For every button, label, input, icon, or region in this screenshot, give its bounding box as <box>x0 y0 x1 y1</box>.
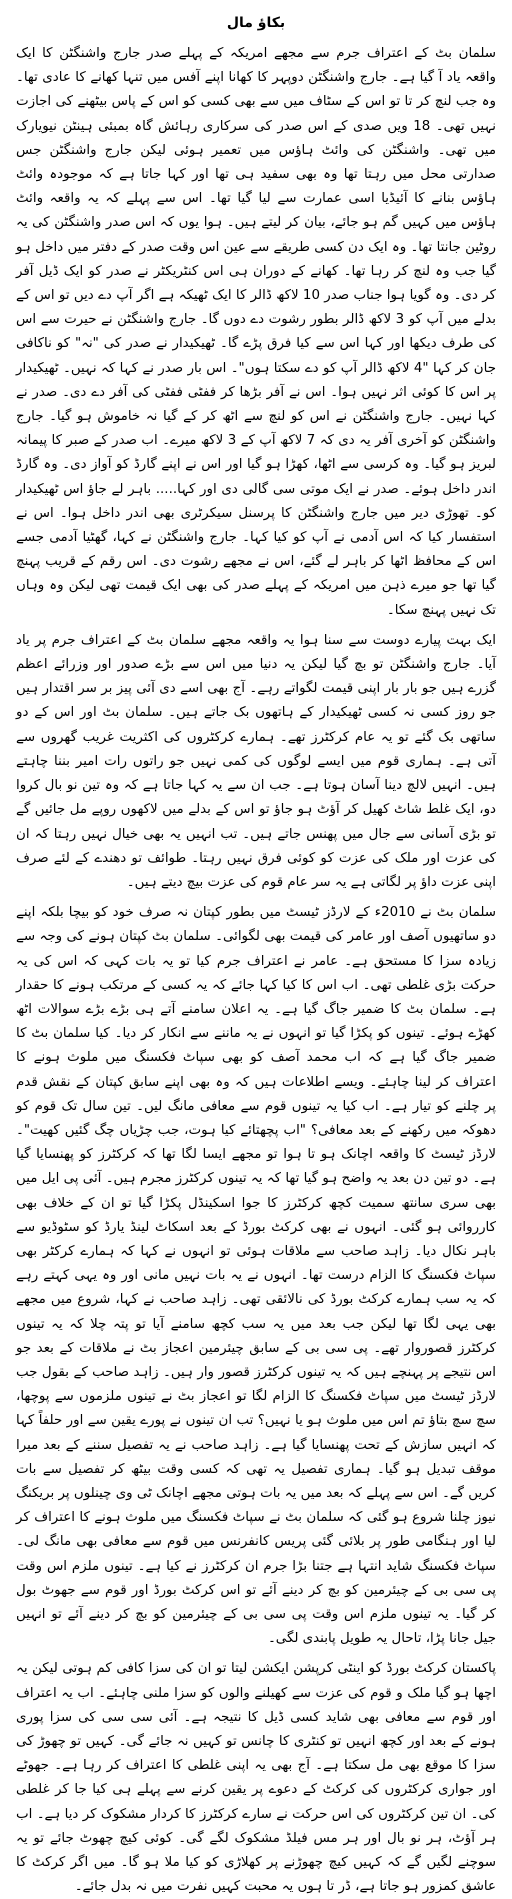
paragraph-2: ایک بہت پیارے دوست سے سنا ہوا یہ واقعہ مجھے سلمان بٹ کے اعتراف جرم پر یاد آیا۔ جارج واشنگٹن تو بچ گیا لیکن یہ دنیا میں اس سے بڑے صدور اور وزرائے اعظم گزرے ہیں جو بار بار اپنی قیمت لگواتے رہے۔ آج بھی اسے دی آئی پیز بر سر اقتدار ہیں جو روز کسی نہ کسی ٹھیکیدار کے ہاتھوں بک جاتے ہیں۔ سلمان بٹ اور اس کے دو ساتھی بک گئے تو یہ عام کرکٹرز تھے۔ ہمارے کرکٹروں کی اکثریت غریب گھروں سے آتی ہے۔ ہماری قوم میں ایسے لوگوں کی کمی نہیں جو راتوں رات امیر بننا چاہتے ہیں۔ انہیں لالچ دینا آسان ہوتا ہے۔ جب ان سے یہ کہا جاتا ہے کہ وہ تین نو بال کروا دو، ایک غلط شاٹ کھیل کر آؤٹ ہو جاؤ تو اس کے بدلے میں لاکھوں روپے مل جائیں گے تو بڑی آسانی سے جال میں پھنس جاتے ہیں۔ تب انہیں یہ بھی خیال نہیں رہتا کہ ان کی عزت اور ملک کی عزت کو کوئی فرق نہیں رہتا۔ طوائف تو دھندے کے لئے صرف اپنی عزت داؤ پر لگاتی ہے یہ سر عام قوم کی عزت بیچ دیتے ہیں۔ <box>16 632 496 890</box>
paragraph-4: پاکستان کرکٹ بورڈ کو اینٹی کرپشن ایکشن لیتا تو ان کی سزا کافی کم ہوتی لیکن یہ اچھا ہو گیا ملک و قوم کی عزت سے کھیلنے والوں کو سزا ملنی چاہئے۔ اب یہ اعتراف اور قوم سے معافی بھی شاید کسی ڈیل کا نتیجہ ہے۔ آئی سی سی کی سزا پوری ہونے کے بعد اور کچھ انہیں تو کنٹری کا چانس تو کہیں نہ جائے گی۔ کہیں تو چھوڑ کی سزا کا موقع بھی مل سکتا ہے۔ آج بھی یہ اپنی غلطی کا اعتراف کر رہا ہے۔ جھوٹے اور جواری کرکٹروں کی کرکٹ کے دعوے پر یقین کرنے سے پہلے ہی کیا جا کر غلطی کی۔ ان تین کرکٹروں کی اس حرکت نے سارے کرکٹرز کا کردار مشکوک کر دیا ہے۔ اب ہر آؤٹ، ہر نو بال اور ہر مس فیلڈ مشکوک لگے گی۔ کوئی کیچ چھوٹ جائے تو یہ سوچنے لگیں گے کہ کہیں کیچ چھوڑنے پر کھلاڑی کو کیا ملا ہو گا۔ میں اگر کرکٹ کا عاشق کمزور ہو جاتا ہے، ڈر تا ہوں یہ محبت کہیں نفرت میں نہ بدل جائے۔ <box>16 1661 496 1895</box>
paragraph-1: سلمان بٹ کے اعتراف جرم سے مجھے امریکہ کے پہلے صدر جارج واشنگٹن کا ایک واقعہ یاد آ گیا ہے۔ جارج واشنگٹن دوپہر کا کھانا اپنے آفس میں تنہا کھانے کا عادی تھا۔ وہ جب لنچ کر تا تو اس کے سٹاف میں سے بھی کسی کو اس کے پاس بیٹھنے کی اجازت نہیں تھی۔ 18 ویں صدی کے اس صدر کی سرکاری رہائش گاہ بمبئی ہینٹن نیویارک میں تھی۔ واشنگٹن کی وائٹ ہاؤس میں تعمیر ہوئی لیکن جارج واشنگٹن جس صدارتی محل میں رہتا تھا وہ بھی سفید ہی تھا اور کہا جاتا ہے کہ موجودہ وائٹ ہاؤس بنانے کا آئیڈیا اسی عمارت سے لیا گیا تھا۔ اس سے پہلے کہ یہ واقعہ وائٹ ہاؤس میں کہیں گم ہو جائے، بیان کر لیتے ہیں۔ ہوا یوں کہ اس صدر واشنگٹن کی یہ روٹین جانتا تھا۔ وہ ایک دن کسی طریقے سے عین اس وقت صدر کے دفتر میں داخل ہو گیا جب وہ لنچ کر رہا تھا۔ کھانے کے دوران ہی اس کنٹریکٹر نے صدر کو ایک ڈیل آفر کر دی۔ وہ گویا ہوا جناب صدر 10 لاکھ ڈالر کا ایک ٹھیکہ ہے اگر آپ دے دیں تو اس کے بدلے میں آپ کو 3 لاکھ ڈالر بطور رشوت دے دوں گا۔ جارج واشنگٹن نے حیرت سے اس کی طرف دیکھا اور کہا اس سے کیا فرق پڑے گا۔ ٹھیکیدار نے صدر کی "نہ" کو ناکافی جان کر کہا "4 لاکھ ڈالر آپ کو دے سکتا ہوں"۔ اس بار صدر نے کہا کہ نہیں۔ ٹھیکیدار پر اس کا کوئی اثر نہیں ہوا۔ اس نے آفر بڑھا کر ففٹی ففٹی کی آفر دے دی۔ صدر نے کہا نہیں۔ جارج واشنگٹن نے اس کو لنچ سے اٹھ کر کے گیا نہ خاموش ہو گیا۔ جارج واشنگٹن کو آخری آفر یہ دی کہ 7 لاکھ آپ کے 3 لاکھ میرے۔ اب صدر کے صبر کا پیمانہ لبریز ہو گیا۔ وہ کرسی سے اٹھا، کھڑا ہو گیا اور اس نے اپنے گارڈ کو آواز دی۔ وہ گارڈ اندر داخل ہوئے۔ صدر نے ایک موتی سی گالی دی اور کہا..... باہر لے جاؤ اس ٹھیکیدار کو۔ تھوڑی دیر میں جارج واشنگٹن کا پرسنل سیکرٹری بھی اندر داخل ہوا۔ اس نے استفسار کیا کہ اس آدمی نے آپ کو کیا کہا۔ جارج واشنگٹن نے کہا، گھٹیا آدمی جسے اس کے محافظ اٹھا کر باہر لے گئے، اس نے مجھے رشوت دی۔ اس رقم کے قریب پہنچ گیا تھا جو میرے ذہن میں امریکہ کے پہلے صدر کی بھی ایک قیمت تھی لیکن وہ وہاں تک نہیں پہنچ سکا۔ <box>16 46 497 618</box>
paragraph-3: سلمان بٹ نے 2010ء کے لارڈز ٹیسٹ میں بطور کپتان نہ صرف خود کو بیچا بلکہ اپنے دو ساتھیوں آصف اور عامر کی قیمت بھی لگوائی۔ سلمان بٹ کپتان ہونے کی وجہ سے زیادہ سزا کا مستحق ہے۔ عامر نے اعتراف جرم کیا تو یہ بات کہی کہ اس کی یہ حرکت بڑی غلطی تھی۔ اب اس کا کیا کہا جائے کہ یہ کسی کے مرتکب ہونے کا حقدار ہے۔ سلمان بٹ کا ضمیر جاگ گیا ہے۔ یہ اعلان سامنے آتے ہی بڑے بڑے سوالات اٹھ کھڑے ہوئے۔ تینوں کو پکڑا گیا تو انہوں نے یہ ماننے سے انکار کر دیا۔ کیا سلمان بٹ کا ضمیر جاگ گیا ہے کہ اب محمد آصف کو بھی سپاٹ فکسنگ میں ملوث ہونے کا اعتراف کر لینا چاہئے۔ ویسے اطلاعات ہیں کہ وہ بھی اپنے سابق کپتان کے نقش قدم پر چلنے کو تیار ہے۔ اب کیا یہ تینوں قوم سے معافی مانگ لیں۔ تین سال تک قوم کو دھوکہ میں رکھنے کے بعد معافی؟ "اب پچھتائے کیا ہوت، جب چڑیاں چگ گئیں کھیت"۔ لارڈز ٹیسٹ کا واقعہ اچانک ہو تا ہوا تو مجھے ایسا لگا تھا کہ کرکٹرز کو پھنسایا گیا ہے۔ دو تین دن بعد یہ واضح ہو گیا تھا کہ یہ تینوں کرکٹرز مجرم ہیں۔ آئی پی ایل میں بھی سری سانتھ سمیت کچھ کرکٹرز کا جوا اسکینڈل پکڑا گیا تو ان کے خلاف بھی کارروائی ہو گئی۔ انہوں نے بھی کرکٹ بورڈ کے بعد اسکاٹ لینڈ یارڈ کو سٹوڈیو سے باہر نکال دیا۔ زاہد صاحب سے ملاقات ہوئی تو انہوں نے کہا کہ ہمارے کرکٹر بھی سپاٹ فکسنگ کا الزام درست تھا۔ انہوں نے یہ بات نہیں مانی اور وہ یہی کہتے رہے کہ یہ سب ہمارے کرکٹ بورڈ کی نالائقی تھی۔ زاہد صاحب نے کہا، شروع میں مجھے بھی یہی لگا تھا لیکن جب بعد میں یہ سب کچھ سامنے آیا تو پتہ چلا کہ یہ تینوں کرکٹرز قصوروار تھے۔ پی سی بی کے سابق چیئرمین اعجاز بٹ نے ملاقات کے بعد جو اس نتیجے پر پہنچے ہیں کہ یہ تینوں کرکٹرز قصور وار ہیں۔ زاہد صاحب کے بقول جب لارڈز ٹیسٹ میں سپاٹ فکسنگ کا الزام لگا تو اعجاز بٹ نے تینوں ملزموں سے پوچھا، سچ سچ بتاؤ تم اس میں ملوث ہو یا نہیں؟ تب ان تینوں نے پورے یقین سے اور حلفاً کہا کہ انہیں سازش کے تحت پھنسایا گیا ہے۔ زاہد صاحب نے یہ تفصیل سننے کے بعد میرا موقف تبدیل ہو گیا۔ ہماری تفصیل یہ تھی کہ کسی وقت بیٹھ کر تفصیل سے بات کریں گے۔ اس سے پہلے کہ بعد میں یہ بات ہوتی مجھے اچانک ٹی وی چینلوں پر بریکنگ نیوز چلنا شروع ہو گئی کہ سلمان بٹ نے سپاٹ فکسنگ میں ملوث ہونے کا اعتراف کر لیا اور ہنگامی طور پر بلائی گئی پریس کانفرنس میں قوم سے معافی بھی مانگ لی۔ سپاٹ فکسنگ شاید انتہا ہے جتنا بڑا جرم ان کرکٹرز نے کیا ہے۔ تینوں ملزم اس وقت پی سی بی کے چیئرمین کو بچ کر دینے آئے تو اس کرکٹ بورڈ اور قوم سے جھوٹ بول کر گیا۔ یہ تینوں ملزم اس وقت پی سی بی کے چیئرمین کو بچ کر دینے آئے تو انہیں جیل جانا پڑا، تاحال یہ طویل پابندی لگی۔ <box>16 905 497 1647</box>
column-title: بکاؤ مال <box>226 15 286 31</box>
column-body <box>16 42 496 1899</box>
